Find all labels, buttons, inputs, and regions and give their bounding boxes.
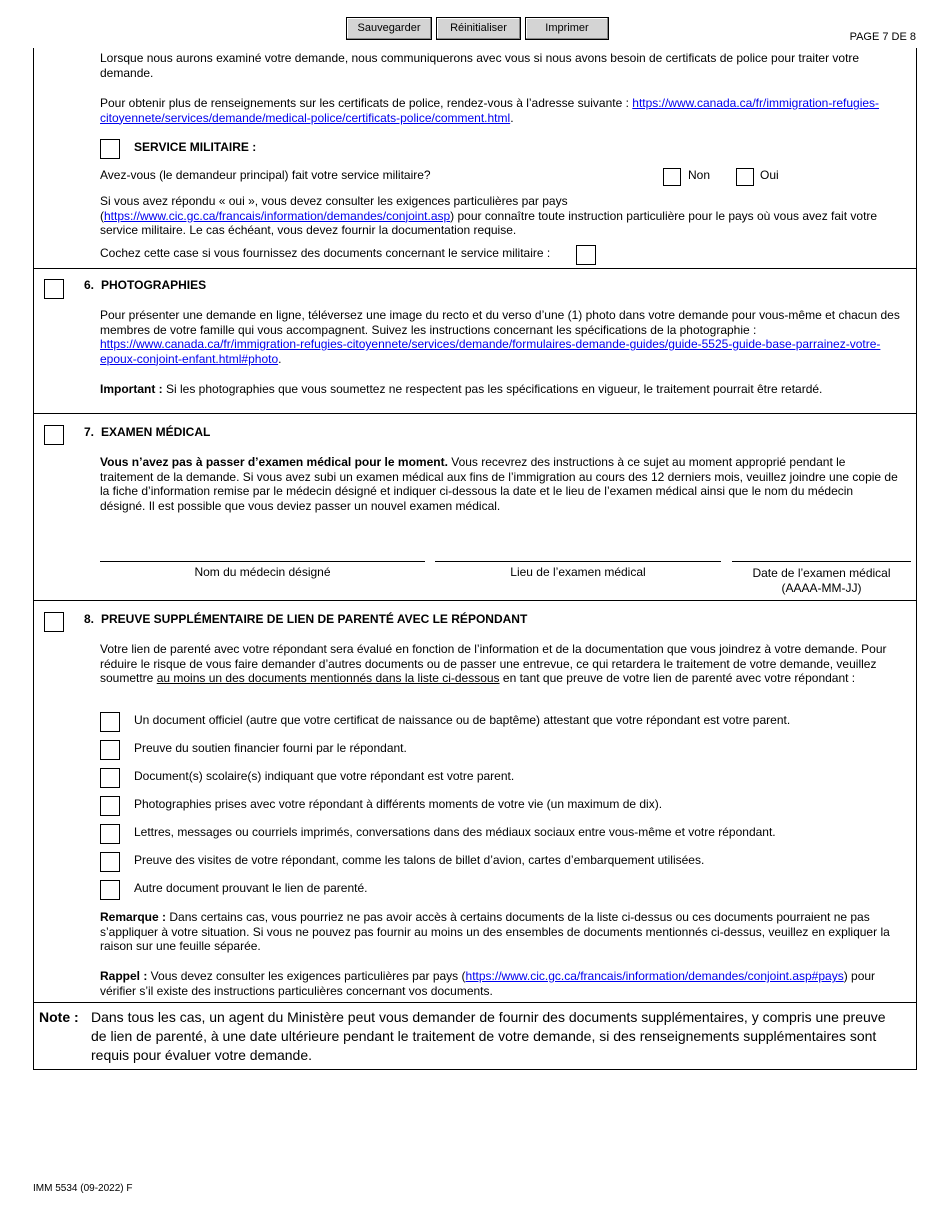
- doc-checkbox-photos[interactable]: [100, 796, 120, 816]
- doc-checkbox-financial[interactable]: [100, 740, 120, 760]
- note-label: Note :: [39, 1009, 79, 1025]
- exam-date-field[interactable]: [732, 561, 911, 562]
- photos-important: [100, 382, 912, 397]
- photos-paragraph-suffix: .: [278, 351, 282, 366]
- frame-left: [33, 48, 34, 1070]
- doc-item-label: Photographies prises avec votre répondant à différents moments de votre vie (un maximum de dix).: [134, 797, 663, 811]
- relationship-reminder: [100, 969, 910, 998]
- military-service-checkbox[interactable]: [100, 139, 120, 159]
- important-label: Important :: [100, 382, 163, 396]
- police-info-text: Pour obtenir plus de renseignements sur les certificats de police, rendez-vous à l’adresse suivante :: [100, 96, 633, 110]
- medical-checkbox[interactable]: [44, 425, 64, 445]
- military-paragraph: [100, 194, 914, 238]
- medical-number: 7.: [84, 425, 95, 439]
- police-paragraph: Lorsque nous aurons examiné votre demande, nous communiquerons avec vous si nous avons besoin de certificats de police pour traiter votre demande.: [100, 51, 860, 80]
- military-yes-checkbox[interactable]: [736, 168, 754, 186]
- reminder-text: Vous devez consulter les exigences particulières par pays (: [147, 969, 466, 983]
- frame-right: [916, 48, 917, 1070]
- military-country-link[interactable]: https://www.cic.gc.ca/francais/information/demandes/conjoint.asp: [104, 208, 451, 223]
- exam-place-label: Lieu de l’examen médical: [510, 565, 646, 579]
- relationship-checkbox[interactable]: [44, 612, 64, 632]
- exam-date-label: Date de l’examen médical: [752, 566, 891, 580]
- form-footer: IMM 5534 (09-2022) F: [33, 1183, 133, 1194]
- military-title: SERVICE MILITAIRE :: [134, 140, 257, 154]
- remark-text: Dans certains cas, vous pourriez ne pas avoir accès à certains documents de la liste ci-dessus ou ces documents pourraient ne pas s’appliquer à votre situation. Si vous ne pouvez pas fournir au moins un des ensembles de documents mentionnés ci-dessus, veuillez en expliquer la raison sur une feuille séparée.: [100, 910, 890, 953]
- photos-number: 6.: [84, 278, 95, 292]
- doc-item-label: Autre document prouvant le lien de parenté.: [134, 881, 368, 895]
- police-certificates-link[interactable]: https://www.canada.ca/fr/immigration-refugies-citoyennete/services/demande/medical-police/certificats-police/comment.html: [100, 96, 880, 125]
- photos-paragraph-text: Pour présenter une demande en ligne, téléversez une image du recto et du verso d’une (1) photo dans votre demande pour vous-même et chacun des membres de votre famille qui vous accompagnent. Suivez les instructions concernant les spécifications de la photographie :: [100, 308, 900, 337]
- medical-paragraph: [100, 455, 900, 513]
- relationship-paragraph-suffix: en tant que preuve de votre lien de parenté avec votre répondant :: [499, 671, 856, 685]
- doc-checkbox-other[interactable]: [100, 880, 120, 900]
- exam-place-field[interactable]: [435, 561, 721, 562]
- photos-checkbox[interactable]: [44, 279, 64, 299]
- police-info-paragraph: [100, 96, 912, 125]
- doc-checkbox-official[interactable]: [100, 712, 120, 732]
- divider: [33, 1002, 917, 1003]
- military-docs-label: Cochez cette case si vous fournissez des documents concernant le service militaire :: [100, 246, 551, 260]
- doc-checkbox-visits[interactable]: [100, 852, 120, 872]
- reminder-label: Rappel :: [100, 969, 148, 983]
- medical-text: Vous recevrez des instructions à ce sujet au moment approprié pendant le traitement de la demande. Si vous avez subi un examen médical aux fins de l’immigration au cours des 12 derniers mois, veuillez joindre une copie de la fiche d’information remise par le médecin désigné et indiquer ci-dessous la date et le lieu de l’examen médical ainsi que le nom du médecin désigné. Il est possible que vous deviez passer un nouvel examen médical.: [100, 455, 898, 513]
- military-no-label: Non: [688, 168, 711, 182]
- doc-item-label: Un document officiel (autre que votre certificat de naissance ou de baptême) attestant que votre répondant est votre parent.: [134, 713, 791, 727]
- doctor-name-label: Nom du médecin désigné: [194, 565, 331, 579]
- military-yes-label: Oui: [760, 168, 779, 182]
- country-requirements-link[interactable]: https://www.cic.gc.ca/francais/information/demandes/conjoint.asp#pays: [465, 969, 844, 983]
- doc-checkbox-letters[interactable]: [100, 824, 120, 844]
- reset-button[interactable]: Réinitialiser: [436, 17, 521, 40]
- important-text: Si les photographies que vous soumettez ne respectent pas les spécifications en vigueur, le traitement pourrait être retardé.: [162, 382, 823, 396]
- relationship-underlined-text: au moins un des documents mentionnés dans la liste ci-dessous: [156, 671, 500, 685]
- doc-item-label: Preuve du soutien financier fourni par le répondant.: [134, 741, 407, 755]
- divider: [33, 268, 917, 269]
- divider: [33, 600, 917, 601]
- reminder-suffix: ) pour vérifier s’il existe des instructions particulières concernant vos documents.: [100, 969, 876, 998]
- exam-date-format: (AAAA-MM-JJ): [781, 581, 862, 595]
- medical-bold-text: Vous n’avez pas à passer d’examen médical pour le moment.: [100, 455, 448, 469]
- photo-specs-link[interactable]: https://www.canada.ca/fr/immigration-refugies-citoyennete/services/demande/formulaires-demande-guides/guide-5525-guide-base-parrainez-votre-epoux-conjoint-enfant.html#photo: [100, 337, 881, 366]
- remark-label: Remarque :: [100, 910, 167, 924]
- relationship-paragraph: [100, 642, 910, 686]
- save-button[interactable]: Sauvegarder: [346, 17, 432, 40]
- medical-title: EXAMEN MÉDICAL: [101, 425, 211, 439]
- divider: [33, 413, 917, 414]
- divider: [33, 1069, 917, 1070]
- page-number: PAGE 7 DE 8: [849, 31, 916, 43]
- print-button[interactable]: Imprimer: [525, 17, 609, 40]
- photos-title: PHOTOGRAPHIES: [101, 278, 207, 292]
- military-paragraph-text: Si vous avez répondu « oui », vous devez consulter les exigences particulières par pays (: [100, 194, 568, 223]
- relationship-remark: [100, 910, 910, 954]
- relationship-number: 8.: [84, 612, 95, 626]
- military-docs-checkbox[interactable]: [576, 245, 596, 265]
- military-no-checkbox[interactable]: [663, 168, 681, 186]
- doc-item-label: Document(s) scolaire(s) indiquant que votre répondant est votre parent.: [134, 769, 515, 783]
- military-paragraph-suffix: ) pour connaître toute instruction particulière pour le pays où vous avez fait votre service militaire. Le cas échéant, vous devez fournir la documentation requise.: [100, 208, 878, 237]
- police-info-suffix: .: [510, 110, 514, 125]
- doc-checkbox-school[interactable]: [100, 768, 120, 788]
- relationship-title: PREUVE SUPPLÉMENTAIRE DE LIEN DE PARENTÉ AVEC LE RÉPONDANT: [101, 612, 528, 626]
- note-text: Dans tous les cas, un agent du Ministère peut vous demander de fournir des documents supplémentaires, y compris une preuve de lien de parenté, à une date ultérieure pendant le traitement de votre demande, si des renseignements supplémentaires sont requis pour évaluer votre demande.: [91, 1009, 886, 1063]
- doc-item-label: Lettres, messages ou courriels imprimés, conversations dans des médiaux sociaux entre vous-même et votre répondant.: [134, 825, 776, 839]
- military-question: Avez-vous (le demandeur principal) fait votre service militaire?: [100, 168, 431, 182]
- doc-item-label: Preuve des visites de votre répondant, comme les talons de billet d’avion, cartes d’embarquement utilisées.: [134, 853, 705, 867]
- doctor-name-field[interactable]: [100, 561, 425, 562]
- photos-paragraph: [100, 308, 912, 366]
- relationship-paragraph-text: Votre lien de parenté avec votre répondant sera évalué en fonction de l’information et de la documentation que vous joindrez à votre demande. Pour réduire le risque de vous faire demander d’autres documents ou de passer une entrevue, ce qui retardera le traitement de votre demande, veuillez soumettre: [100, 642, 887, 685]
